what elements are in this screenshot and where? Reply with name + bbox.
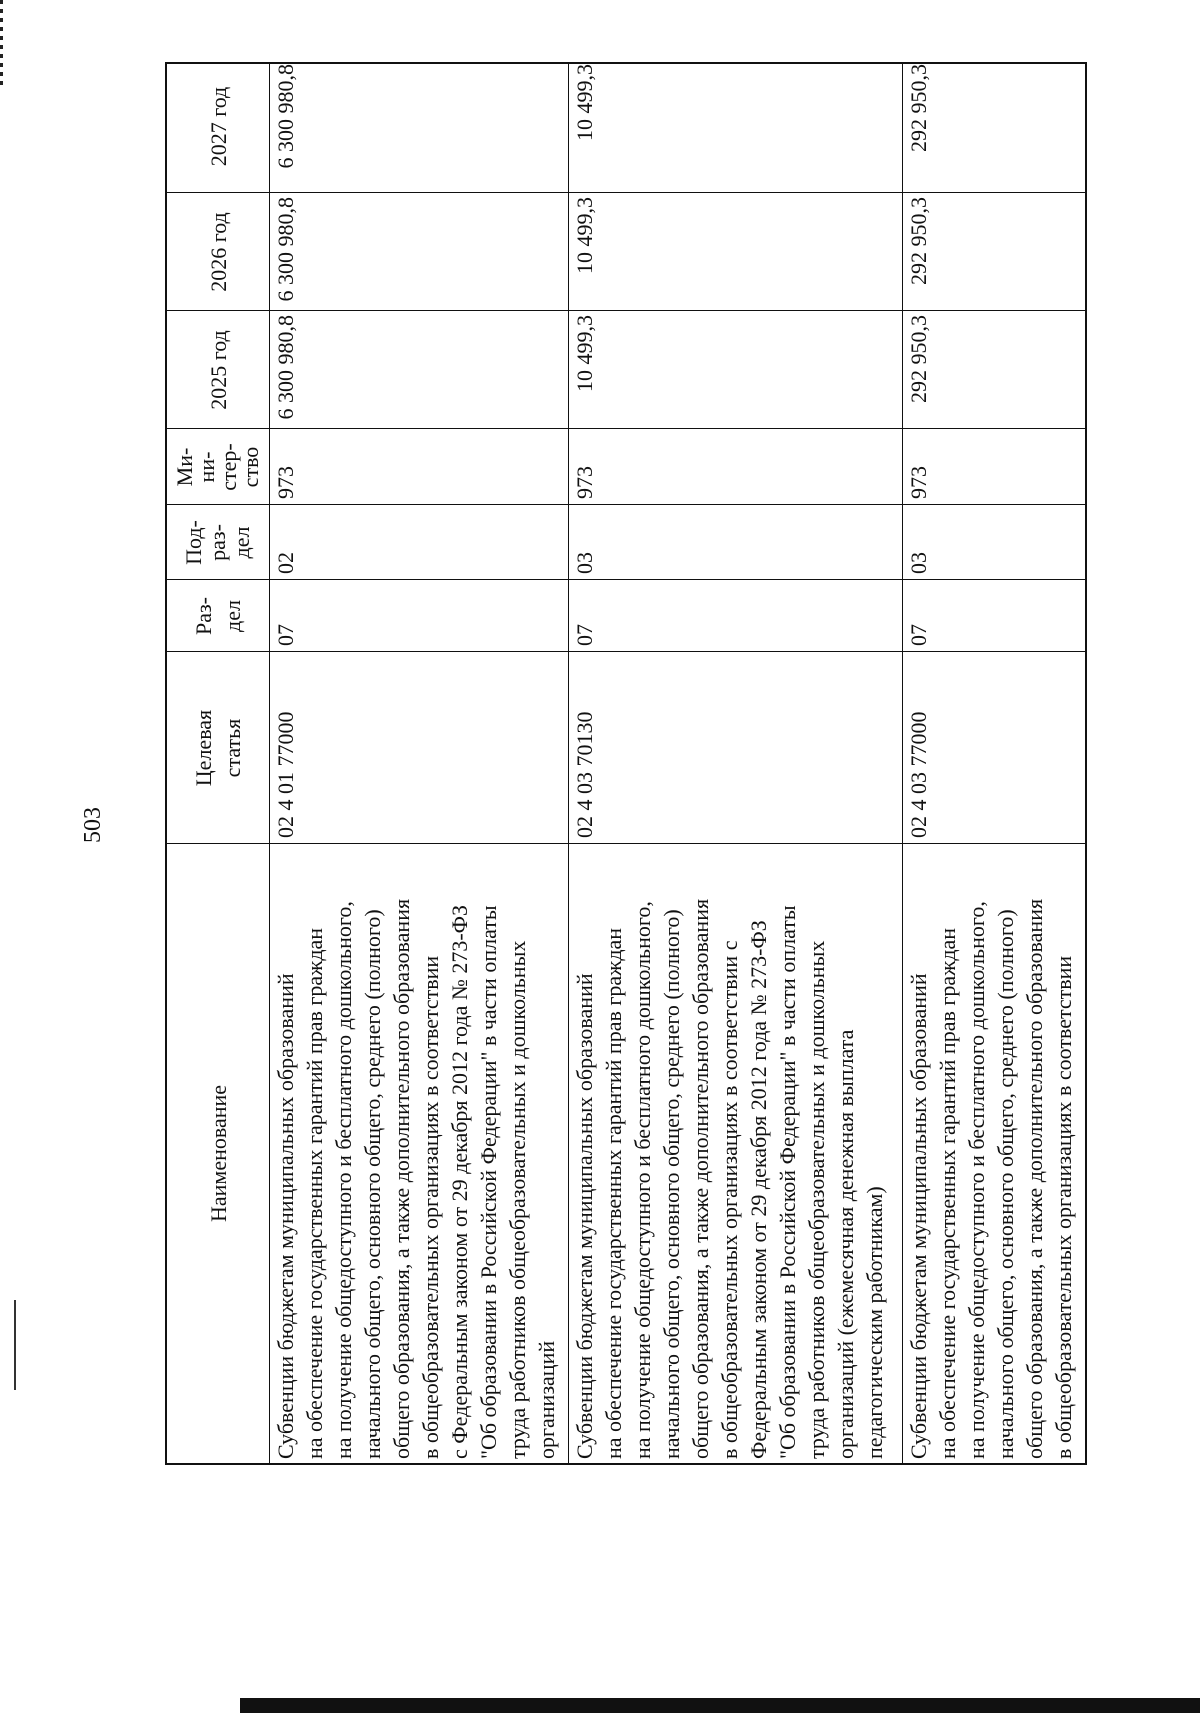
col-divider	[167, 651, 1085, 652]
table-row-name	[904, 844, 1087, 1463]
amount-2025: 6 300 980,8	[273, 315, 298, 420]
name-line: "Об образовании в Российской Федерации" в части оплаты	[476, 905, 501, 1459]
page-number: 503	[80, 807, 106, 843]
amount-2026: 6 300 980,8	[273, 197, 298, 302]
amount-2027: 10 499,3	[572, 64, 597, 141]
name-line: Субвенции бюджетам муниципальных образований	[572, 973, 597, 1459]
name-line: труда работников общеобразовательных и дошкольных	[804, 940, 829, 1459]
header-subsection-line: дел	[229, 526, 254, 559]
col-divider	[167, 504, 1085, 505]
row-divider	[902, 64, 903, 1463]
header-2026	[167, 193, 269, 311]
header-divider	[269, 64, 270, 1463]
budget-table	[165, 62, 1087, 1465]
ministry-code: 973	[572, 466, 597, 499]
name-line: общего образования, а также дополнительного образования	[688, 898, 713, 1459]
header-ministry-line: стер-	[216, 443, 241, 491]
amount-2026: 292 950,3	[906, 197, 931, 285]
header-2027	[167, 60, 269, 193]
target-article: 02 4 03 77000	[906, 711, 931, 838]
subsection-code: 03	[906, 552, 931, 574]
name-line: педагогическим работникам)	[862, 1186, 887, 1459]
name-line: на обеспечение государственных гарантий прав граждан	[302, 927, 327, 1459]
subsection-code: 03	[572, 552, 597, 574]
header-2026-text: 2026 год	[205, 212, 231, 292]
name-line: общего образования, а также дополнительного образования	[1022, 898, 1047, 1459]
header-ministry-line: Ми-	[172, 447, 197, 487]
name-line: с Федеральным законом от 29 декабря 2012 года № 273-ФЗ	[447, 904, 472, 1459]
header-section	[167, 580, 269, 652]
header-target-line: Целевая	[191, 709, 216, 787]
header-ministry-line: ни-	[194, 451, 219, 483]
header-subsection-line: Под-	[181, 520, 206, 565]
name-line: на получение общедоступного и бесплатного дошкольного,	[331, 901, 356, 1459]
name-line: на получение общедоступного и бесплатного дошкольного,	[964, 901, 989, 1459]
row-divider	[568, 64, 569, 1463]
col-divider	[167, 428, 1085, 429]
col-divider	[167, 310, 1085, 311]
subsection-code: 02	[273, 552, 298, 574]
section-code: 07	[906, 624, 931, 646]
ministry-code: 973	[273, 466, 298, 499]
name-line: в общеобразовательных организациях в соответствии	[418, 955, 443, 1459]
header-target-line: статья	[220, 718, 245, 778]
header-section-line: Раз-	[191, 596, 216, 636]
name-line: Федеральным законом от 29 декабря 2012 года № 273-ФЗ	[746, 920, 771, 1459]
name-line: начального общего, основного общего, среднего (полного)	[360, 909, 385, 1459]
header-name-text: Наименование	[205, 1084, 231, 1223]
header-2025	[167, 311, 269, 429]
col-divider	[167, 192, 1085, 193]
col-divider	[167, 579, 1085, 580]
header-name	[167, 844, 269, 1463]
name-line: организаций	[534, 1340, 559, 1459]
name-line: труда работников общеобразовательных и дошкольных	[505, 940, 530, 1459]
name-line: общего образования, а также дополнительного образования	[389, 898, 414, 1459]
name-line: организаций (ежемесячная денежная выплата	[833, 1029, 858, 1459]
amount-2027: 292 950,3	[906, 64, 931, 152]
name-line: на обеспечение государственных гарантий прав граждан	[601, 927, 626, 1459]
name-line: "Об образовании в Российской Федерации" в части оплаты	[775, 905, 800, 1459]
table-row-name	[271, 844, 568, 1463]
header-subsection	[167, 505, 269, 580]
amount-2026: 10 499,3	[572, 197, 597, 274]
name-line: в общеобразовательных организациях в соответствии с	[717, 940, 742, 1459]
name-line: на получение общедоступного и бесплатного дошкольного,	[630, 901, 655, 1459]
name-line: на обеспечение государственных гарантий прав граждан	[935, 927, 960, 1459]
header-section-line: дел	[220, 600, 245, 632]
header-ministry-line: ство	[238, 446, 263, 488]
header-2027-text: 2027 год	[205, 86, 231, 167]
header-target	[167, 652, 269, 844]
amount-2027: 6 300 980,8	[273, 64, 298, 169]
name-line: Субвенции бюджетам муниципальных образований	[273, 973, 298, 1459]
name-line: начального общего, основного общего, среднего (полного)	[659, 909, 684, 1459]
header-subsection-line: раз-	[205, 524, 230, 561]
target-article: 02 4 03 70130	[572, 711, 597, 838]
ministry-code: 973	[906, 466, 931, 499]
table-row-name	[570, 844, 902, 1463]
section-code: 07	[572, 624, 597, 646]
amount-2025: 10 499,3	[572, 315, 597, 392]
target-article: 02 4 01 77000	[273, 711, 298, 838]
header-ministry	[167, 429, 269, 505]
amount-2025: 292 950,3	[906, 315, 931, 403]
header-2025-text: 2025 год	[205, 330, 231, 410]
name-line: начального общего, основного общего, среднего (полного)	[993, 909, 1018, 1459]
name-line: в общеобразовательных организациях в соответствии	[1051, 955, 1076, 1459]
section-code: 07	[273, 624, 298, 646]
name-line: Субвенции бюджетам муниципальных образований	[906, 973, 931, 1459]
